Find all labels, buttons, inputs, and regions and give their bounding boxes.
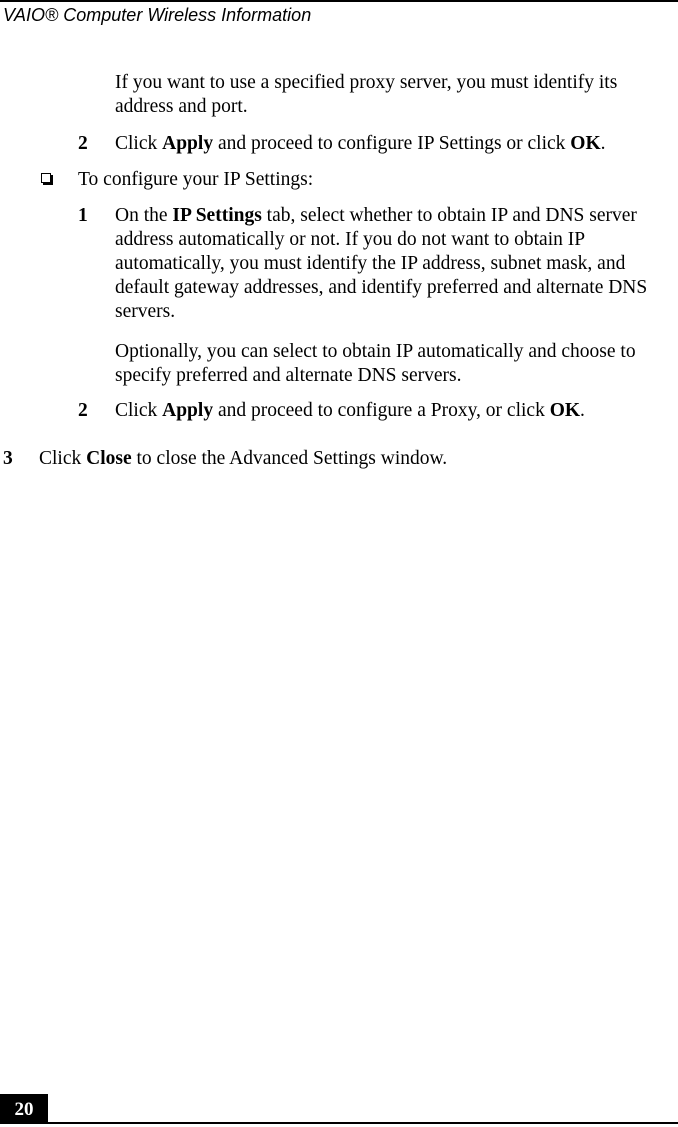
step-number: 2 <box>78 400 88 421</box>
step-apply-proxy: Click Apply and proceed to configure a Proxy, or click OK. <box>115 400 585 421</box>
step-number: 1 <box>78 205 88 226</box>
page-number: 20 <box>14 1099 34 1120</box>
step-apply-ip: Click Apply and proceed to configure IP Settings or click OK. <box>115 133 606 154</box>
step-number: 2 <box>78 133 88 154</box>
running-header: VAIO® Computer Wireless Information <box>3 5 312 25</box>
header-rule <box>0 0 678 2</box>
bullet-ip-settings: To configure your IP Settings: <box>78 169 314 190</box>
step-number: 3 <box>3 448 13 469</box>
step-ip-settings: On the IP Settings tab, select whether to obtain IP and DNS server address automatically or not. If you do not want to obtain IP automatically, you must identify the IP address, subnet mask, and default gateway addresses, and identify preferred and alternate DNS servers. <box>115 205 648 322</box>
proxy-paragraph: If you want to use a specified proxy server, you must identify its address and port. <box>115 72 618 117</box>
checkbox-bullet-icon <box>41 173 51 183</box>
footer-rule <box>0 1122 678 1124</box>
optional-paragraph: Optionally, you can select to obtain IP automatically and choose to specify preferred and alternate DNS servers. <box>115 341 636 386</box>
step-close: Click Close to close the Advanced Settings window. <box>39 448 448 469</box>
